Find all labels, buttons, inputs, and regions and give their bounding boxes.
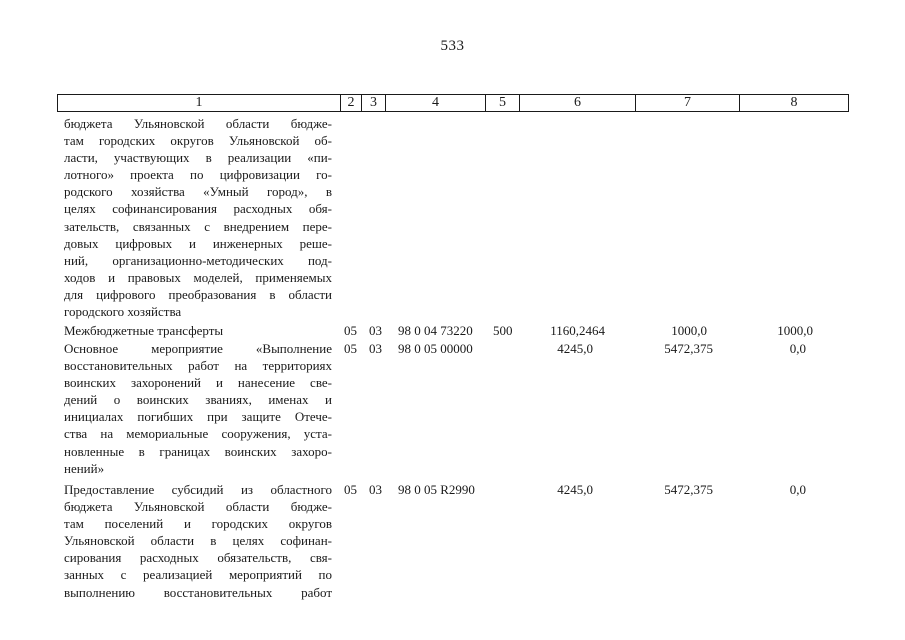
table-row-description: [64, 481, 332, 601]
description-line: бюджета Ульяновской области бюдже-: [64, 116, 332, 131]
description-line: нений»: [64, 460, 105, 476]
cell-section: 05: [344, 341, 357, 356]
header-col-8: 8: [790, 95, 798, 110]
description-line: Ульяновской области в целях софинан-: [64, 533, 332, 549]
cell-amount-col6: 4245,0: [557, 341, 593, 356]
description-line: восстановительных работ на территориях: [64, 358, 332, 374]
description-line: дений о воинских званиях, именах и: [64, 392, 332, 408]
cell-subsection: 03: [369, 323, 382, 338]
cell-amount-col6: 4245,0: [557, 482, 593, 497]
header-col-1: 1: [58, 95, 341, 111]
description-line: Предоставление субсидий из областного: [64, 482, 332, 497]
page-number: 533: [440, 38, 465, 54]
description-line: инициалах погибших при защите Отече-: [64, 409, 332, 425]
cell-expense-type: 500: [493, 323, 513, 338]
header-col-5: 5: [486, 95, 520, 111]
description-line: для цифрового преобразования в области: [64, 286, 332, 302]
description-line: довых цифровых и инженерных реше-: [64, 235, 332, 251]
header-col-6: 6: [520, 95, 636, 111]
cell-amount-col6: 1160,2464: [550, 323, 605, 338]
cell-amount-col7: 5472,375: [664, 482, 713, 497]
description-line: там поселений и городских округов: [64, 516, 332, 532]
header-col-7: 7: [636, 95, 740, 111]
description-line: Межбюджетные трансферты: [64, 323, 224, 338]
cell-amount-col8: 1000,0: [777, 323, 813, 338]
cell-amount-col7: 1000,0: [671, 323, 707, 338]
description-line: зательств, связанных с внедрением пере-: [64, 218, 332, 234]
cell-target-code: 98 0 04 73220: [398, 323, 473, 338]
cell-amount-col7: 5472,375: [664, 341, 713, 356]
description-line: выполнению восстановительных работ: [64, 584, 332, 600]
table-header-row: [57, 94, 849, 112]
description-line: ний, организационно-методических под-: [64, 252, 332, 268]
cell-target-code: 98 0 05 00000: [398, 341, 473, 356]
header-col-3: 3: [362, 95, 386, 111]
description-line: занных с реализацией мероприятий по: [64, 567, 332, 583]
cell-subsection: 03: [369, 341, 382, 356]
description-line: родского хозяйства «Умный город», в: [64, 184, 332, 200]
cell-section: 05: [344, 323, 357, 338]
description-line: ласти, участвующих в реализации «пи-: [64, 150, 332, 166]
cell-amount-col8: 0,0: [789, 482, 806, 497]
description-line: городского хозяйства: [64, 304, 182, 320]
description-line: ходов и правовых моделей, применяемых: [64, 269, 332, 285]
cell-target-code: 98 0 05 R2990: [398, 482, 475, 497]
description-line: воинских захоронений и нанесение све-: [64, 375, 332, 391]
cell-amount-col8: 0,0: [789, 341, 806, 356]
table-row-description: [64, 322, 332, 339]
table-row-description: [64, 115, 332, 320]
description-line: там городских округов Ульяновской об-: [64, 133, 332, 149]
description-line: бюджета Ульяновской области бюдже-: [64, 499, 332, 515]
description-line: ства на мемориальные сооружения, уста-: [64, 426, 332, 442]
description-line: новленные в границах воинских захоро-: [64, 443, 332, 459]
header-col-2: 2: [341, 95, 362, 111]
description-line: лотного» проекта по цифровизации го-: [64, 167, 332, 183]
description-line: Основное мероприятие «Выполнение: [64, 341, 332, 356]
cell-section: 05: [344, 482, 357, 497]
description-line: сирования расходных обязательств, свя-: [64, 550, 332, 566]
cell-subsection: 03: [369, 482, 382, 497]
header-col-4: 4: [386, 95, 486, 111]
description-line: целях софинансирования расходных обя-: [64, 201, 332, 217]
table-row-description: [64, 340, 332, 477]
